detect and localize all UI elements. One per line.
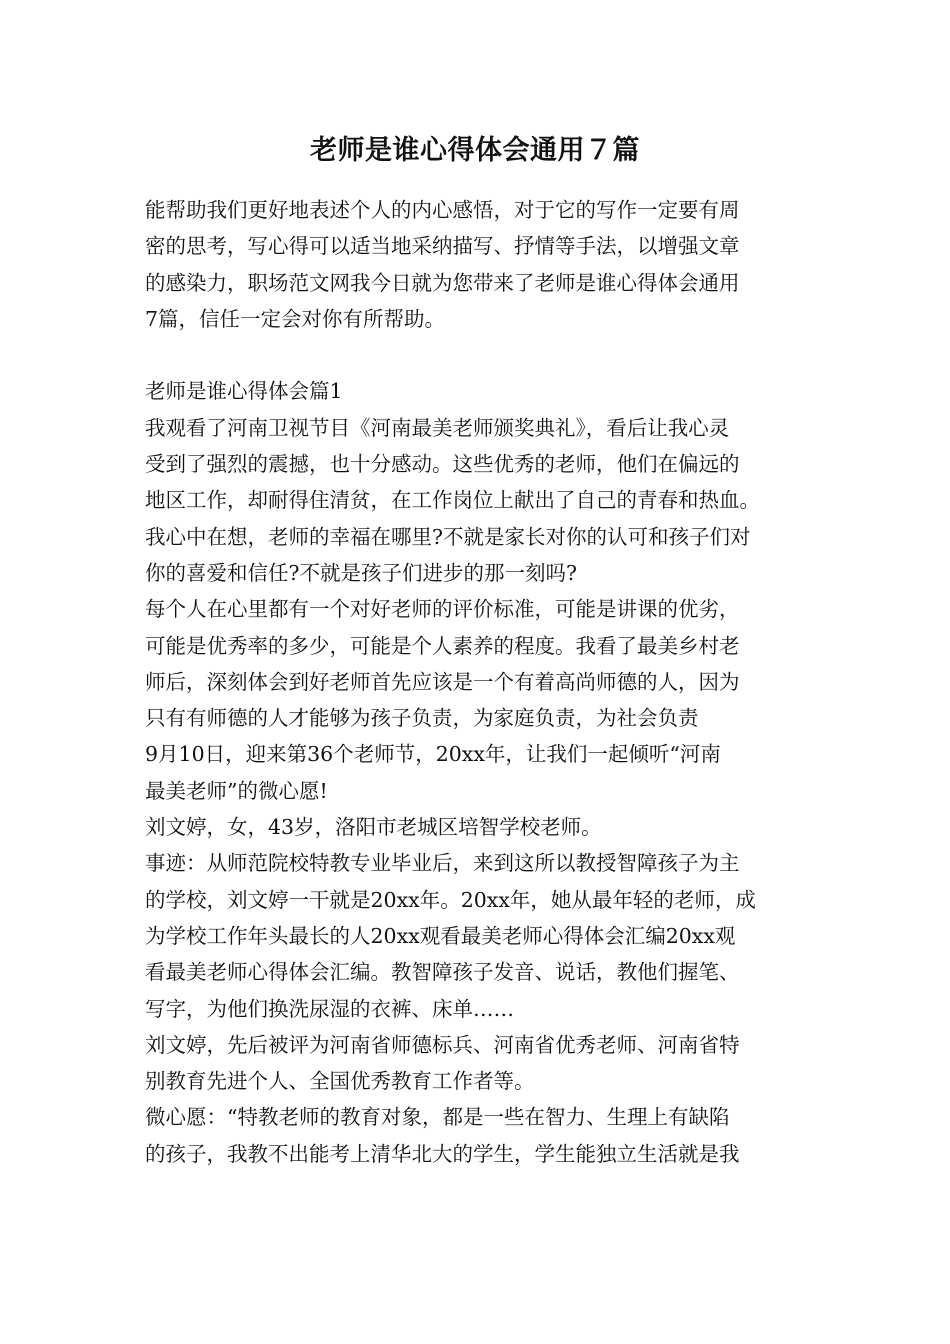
text-line: 受到了强烈的震撼，也十分感动。这些优秀的老师，他们在偏远的 bbox=[145, 452, 740, 477]
document-title: 老师是谁心得体会通用７篇 bbox=[310, 135, 640, 166]
text-line: 看最美老师心得体会汇编。教智障孩子发音、说话，教他们握笔、 bbox=[145, 960, 740, 985]
text-line: 刘文婷，先后被评为河南省师德标兵、河南省优秀老师、河南省特 bbox=[145, 1032, 740, 1057]
text-line: 只有有师德的人才能够为孩子负责，为家庭负责，为社会负责 bbox=[145, 706, 699, 731]
text-line: 的感染力，职场范文网我今日就为您带来了老师是谁心得体会通用 bbox=[145, 270, 740, 295]
document-body bbox=[145, 192, 820, 1172]
text-line: 事迹：从师范院校特教专业毕业后，来到这所以教授智障孩子为主 bbox=[145, 851, 740, 876]
text-line: 7篇，信任一定会对你有所帮助。 bbox=[145, 306, 446, 331]
text-line: 刘文婷，女，43岁，洛阳市老城区培智学校老师。 bbox=[145, 815, 602, 840]
text-line: 我心中在想，老师的幸福在哪里?不就是家长对你的认可和孩子们对 bbox=[145, 524, 751, 549]
text-line: 为学校工作年头最长的人20xx观看最美老师心得体会汇编20xx观 bbox=[145, 923, 736, 948]
section-heading: 老师是谁心得体会篇1 bbox=[145, 379, 343, 404]
text-line: 能帮助我们更好地表述个人的内心感悟，对于它的写作一定要有周 bbox=[145, 198, 740, 222]
text-line: 你的喜爱和信任?不就是孩子们进步的那一刻吗? bbox=[145, 560, 577, 585]
text-line: 最美老师”的微心愿! bbox=[145, 778, 328, 803]
text-line: 我观看了河南卫视节目《河南最美老师颁奖典礼》，看后让我心灵 bbox=[145, 415, 730, 440]
blank-line bbox=[145, 337, 820, 373]
text-line: 的学校，刘文婷一干就是20xx年。20xx年，她从最年轻的老师，成 bbox=[145, 887, 756, 912]
text-line: 9月10日，迎来第36个老师节，20xx年，让我们一起倾听“河南 bbox=[145, 742, 721, 767]
text-line: 写字，为他们换洗尿湿的衣裤、床单…… bbox=[145, 996, 514, 1021]
text-line: 微心愿：“特教老师的教育对象，都是一些在智力、生理上有缺陷 bbox=[145, 1105, 730, 1130]
text-line: 每个人在心里都有一个对好老师的评价标准，可能是讲课的优劣， bbox=[145, 597, 740, 622]
text-line: 别教育先进个人、全国优秀教育工作者等。 bbox=[145, 1069, 535, 1094]
text-line: 地区工作，却耐得住清贫，在工作岗位上献出了自己的青春和热血。 bbox=[145, 488, 760, 513]
text-line: 的孩子，我教不出能考上清华北大的学生，学生能独立生活就是我 bbox=[145, 1141, 740, 1166]
text-line: 密的思考，写心得可以适当地采纳描写、抒情等手法，以增强文章 bbox=[145, 234, 740, 259]
text-line: 师后，深刻体会到好老师首先应该是一个有着高尚师德的人，因为 bbox=[145, 669, 740, 694]
text-line: 可能是优秀率的多少，可能是个人素养的程度。我看了最美乡村老 bbox=[145, 633, 740, 658]
